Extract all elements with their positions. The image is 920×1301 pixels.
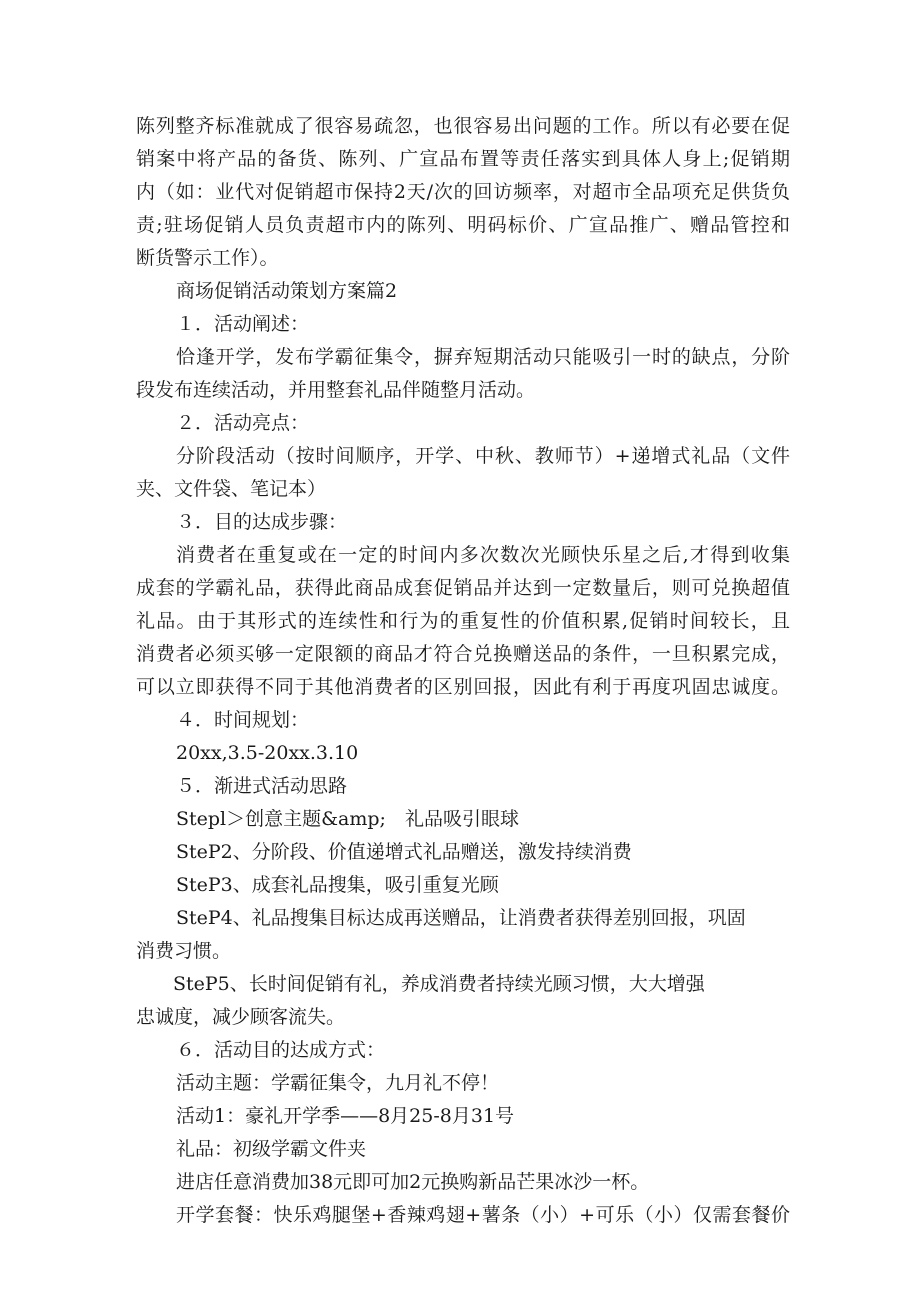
numbered-heading: １．活动阐述： — [176, 313, 310, 335]
date-range: 20xx,3.5-20xx.3.10 — [176, 742, 359, 764]
paragraph-line: 礼品：初级学霸文件夹 — [176, 1138, 367, 1160]
step-line: 忠诚度，减少顾客流失。 — [136, 1006, 346, 1028]
step-line: Stepl＞创意主题&amp; 礼品吸引眼球 — [176, 808, 519, 830]
paragraph-line: 开学套餐：快乐鸡腿堡+香辣鸡翅+薯条（小）+可乐（小）仅需套餐价 — [176, 1204, 790, 1226]
numbered-heading: ３．目的达成步骤： — [176, 511, 348, 533]
step-line: SteP5、长时间促销有礼，养成消费者持续光顾习惯，大大增强 — [173, 973, 705, 995]
numbered-heading: ５．渐进式活动思路 — [176, 775, 348, 797]
paragraph-line: 段发布连续活动，并用整套礼品伴随整月活动。 — [136, 379, 536, 401]
paragraph-line: 活动1：豪礼开学季——8月25-8月31号 — [176, 1105, 515, 1127]
paragraph-line: 进店任意消费加38元即可加2元换购新品芒果冰沙一杯。 — [176, 1171, 650, 1193]
step-line: SteP4、礼品搜集目标达成再送赠品，让消费者获得差别回报，巩固 — [176, 907, 746, 929]
paragraph-line: 陈列整齐标准就成了很容易疏忽，也很容易出问题的工作。所以有必要在促 — [136, 115, 790, 137]
step-line: SteP3、成套礼品搜集，吸引重复光顾 — [176, 874, 499, 896]
paragraph-line: 断货警示工作）。 — [136, 247, 279, 269]
paragraph-line: 可以立即获得不同于其他消费者的区别回报，因此有利于再度巩固忠诚度。 — [136, 676, 790, 698]
paragraph-line: 夹、文件袋、笔记本） — [136, 478, 327, 500]
paragraph-line: 成套的学霸礼品，获得此商品成套促销品并达到一定数量后，则可兑换超值 — [136, 577, 790, 599]
paragraph-line: 活动主题：学霸征集令，九月礼不停！ — [176, 1072, 500, 1094]
numbered-heading: ４．时间规划： — [176, 709, 310, 731]
paragraph-line: 恰逢开学，发布学霸征集令，摒弃短期活动只能吸引一时的缺点，分阶 — [176, 346, 790, 368]
numbered-heading: ２．活动亮点： — [176, 412, 310, 434]
paragraph-line: 销案中将产品的备货、陈列、广宣品布置等责任落实到具体人身上;促销期 — [136, 148, 790, 170]
paragraph-line: 内（如：业代对促销超市保持2天/次的回访频率，对超市全品项充足供货负 — [136, 181, 790, 203]
paragraph-line: 消费者在重复或在一定的时间内多次数次光顾快乐星之后,才得到收集 — [176, 544, 790, 566]
paragraph-line: 责;驻场促销人员负责超市内的陈列、明码标价、广宣品推广、赠品管控和 — [136, 214, 790, 236]
step-line: SteP2、分阶段、价值递增式礼品赠送，激发持续消费 — [176, 841, 632, 863]
paragraph-line: 礼品。由于其形式的连续性和行为的重复性的价值积累,促销时间较长，且 — [136, 610, 790, 632]
paragraph-line: 消费者必须买够一定限额的商品才符合兑换赠送品的条件，一旦积累完成， — [136, 643, 790, 665]
numbered-heading: ６．活动目的达成方式： — [176, 1039, 386, 1061]
step-line: 消费习惯。 — [136, 940, 232, 962]
paragraph-line: 分阶段活动（按时间顺序，开学、中秋、教师节）+递增式礼品（文件 — [176, 445, 790, 467]
section-heading: 商场促销活动策划方案篇2 — [176, 280, 398, 302]
